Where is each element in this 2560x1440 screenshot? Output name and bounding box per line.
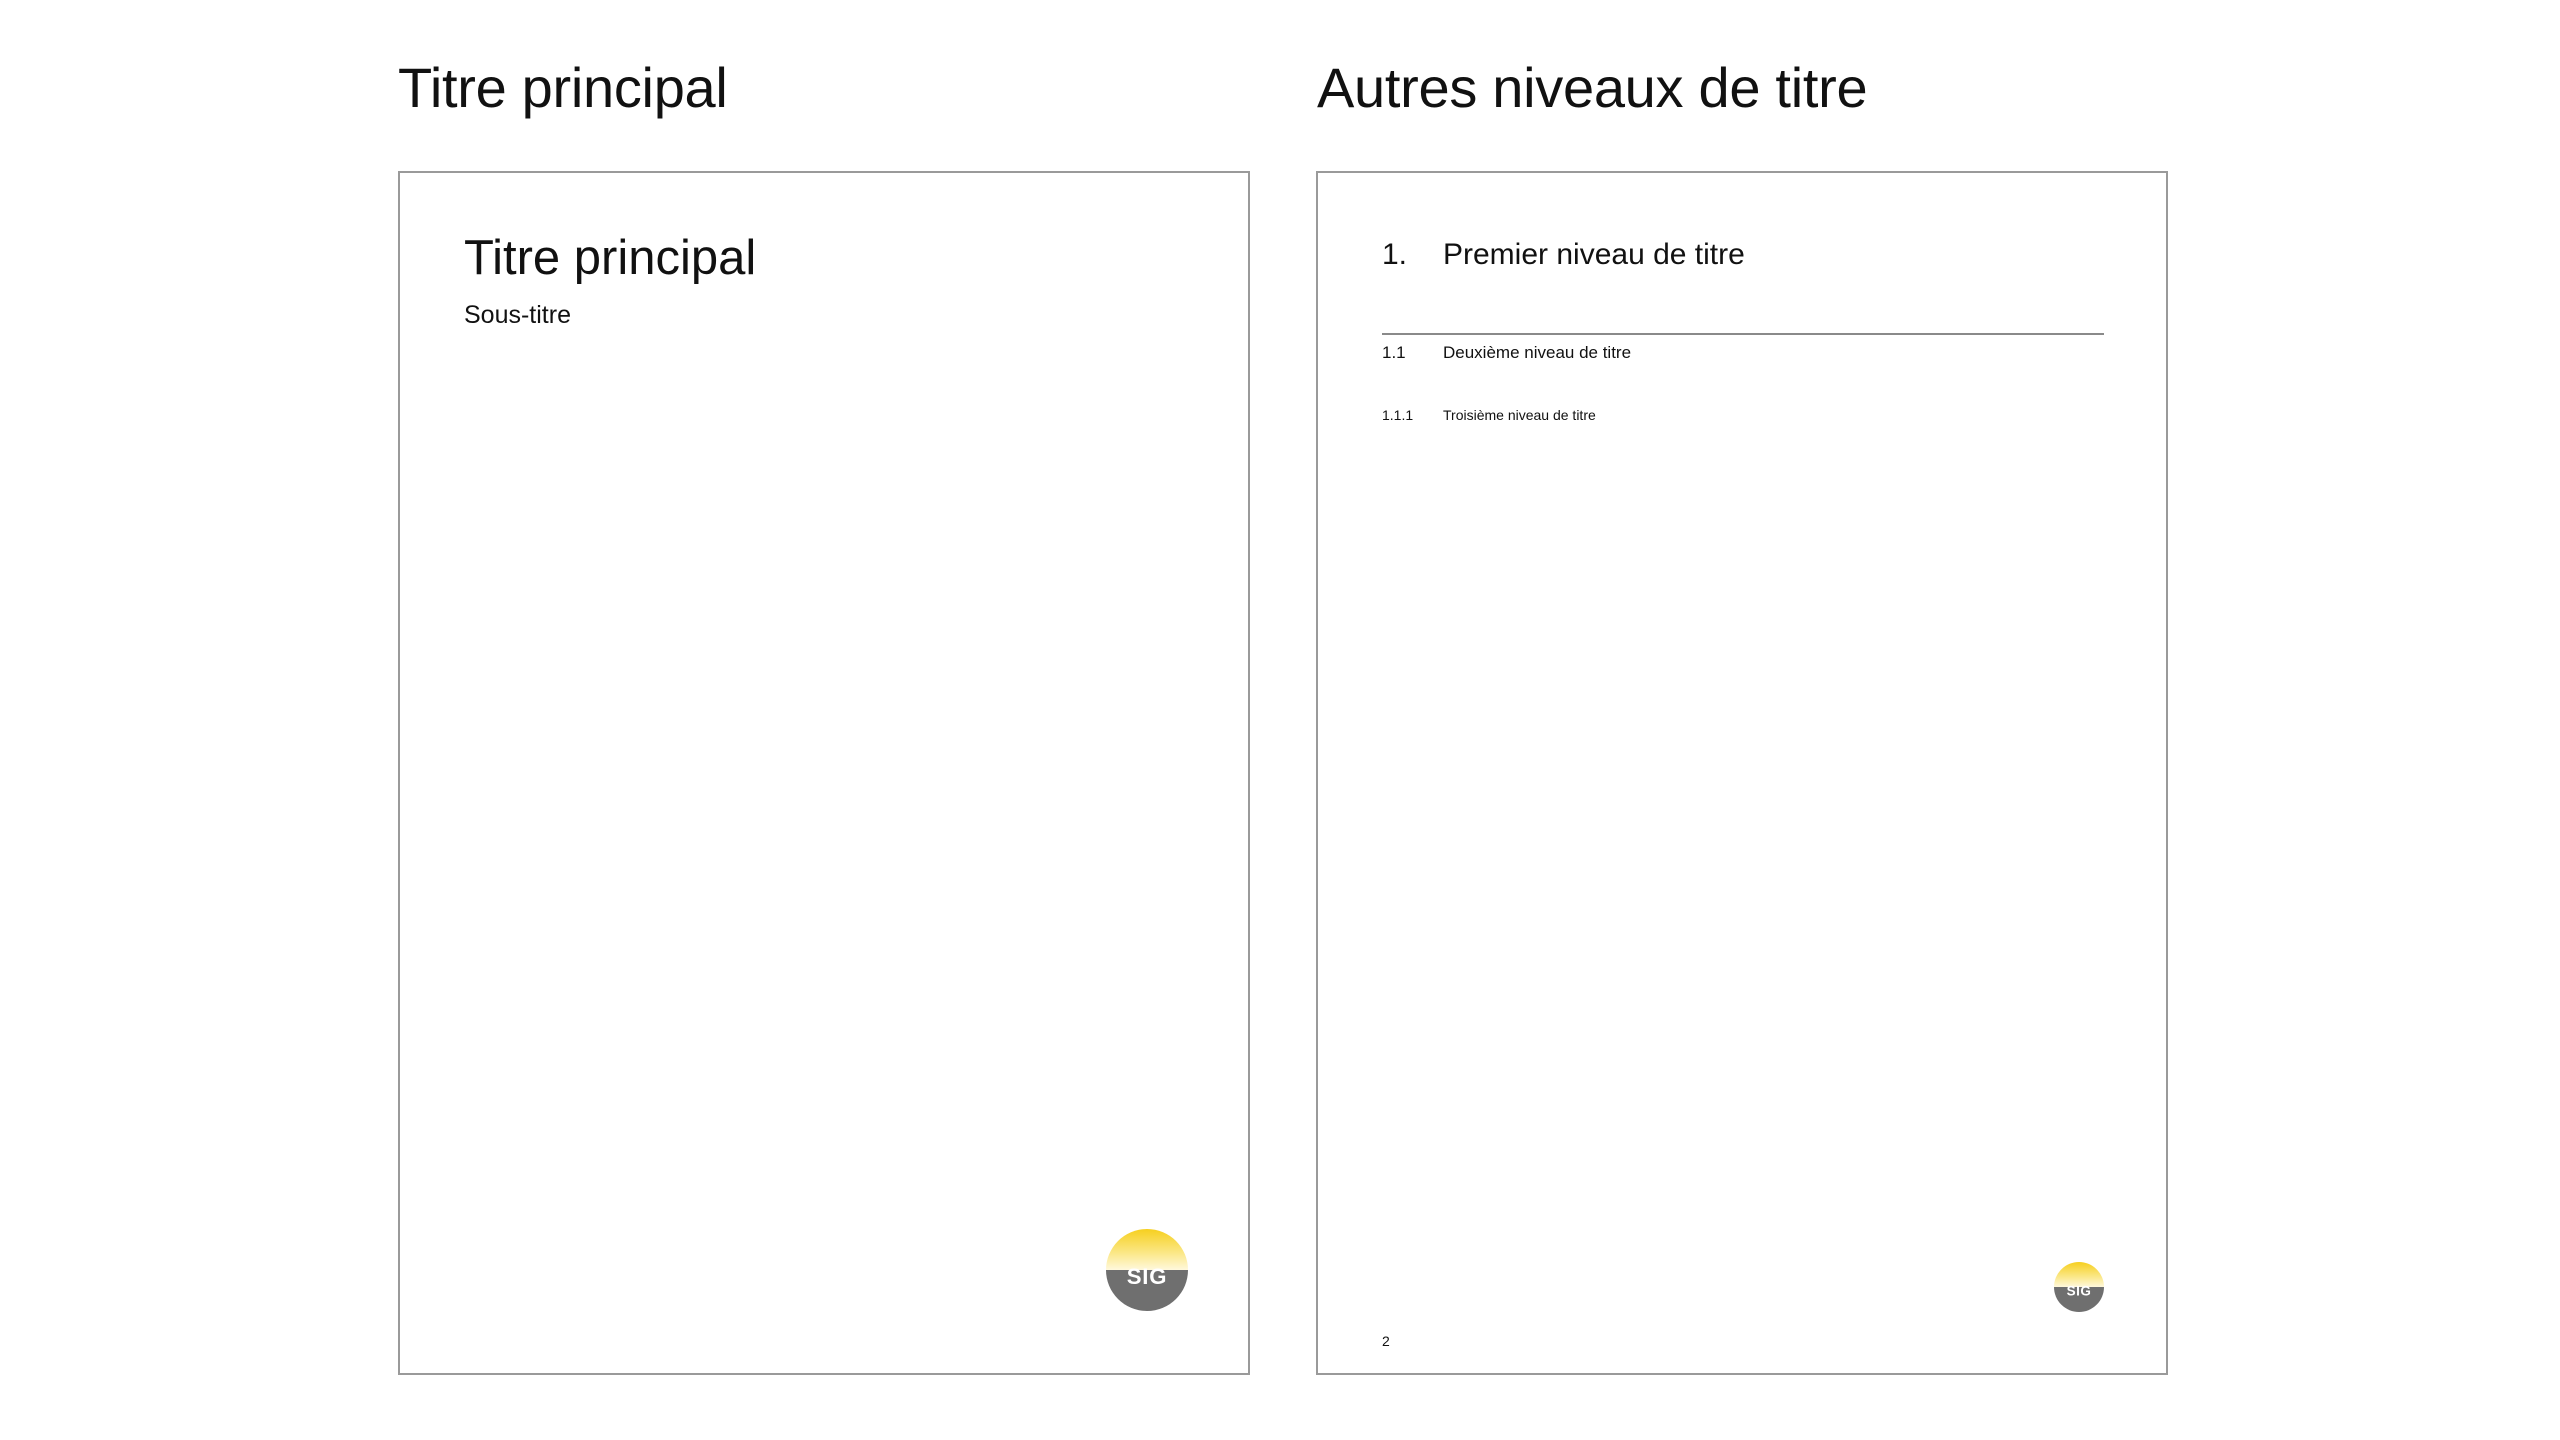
heading-divider bbox=[1382, 333, 2104, 335]
cover-page bbox=[398, 171, 1250, 1375]
page-subtitle: Sous-titre bbox=[464, 301, 571, 329]
heading-2-text: Deuxième niveau de titre bbox=[1443, 343, 1632, 362]
logo-text: SIG bbox=[1126, 1263, 1168, 1289]
heading-1-text: Premier niveau de titre bbox=[1443, 238, 1745, 271]
cover-column-title: Titre principal bbox=[398, 56, 728, 119]
content-page bbox=[1316, 171, 2168, 1375]
heading-3-text: Troisième niveau de titre bbox=[1443, 407, 1596, 423]
page-title: Titre principal bbox=[464, 231, 757, 285]
sig-logo-icon bbox=[1106, 1229, 1188, 1311]
heading-2-number: 1.1 bbox=[1382, 343, 1406, 362]
heading-3-number: 1.1.1 bbox=[1382, 407, 1414, 423]
page-number: 2 bbox=[1382, 1333, 1390, 1349]
headings-column-title: Autres niveaux de titre bbox=[1317, 56, 1868, 119]
logo-text: SIG bbox=[2066, 1283, 2092, 1299]
heading-1-number: 1. bbox=[1382, 238, 1408, 271]
sig-logo-icon bbox=[2054, 1262, 2104, 1312]
